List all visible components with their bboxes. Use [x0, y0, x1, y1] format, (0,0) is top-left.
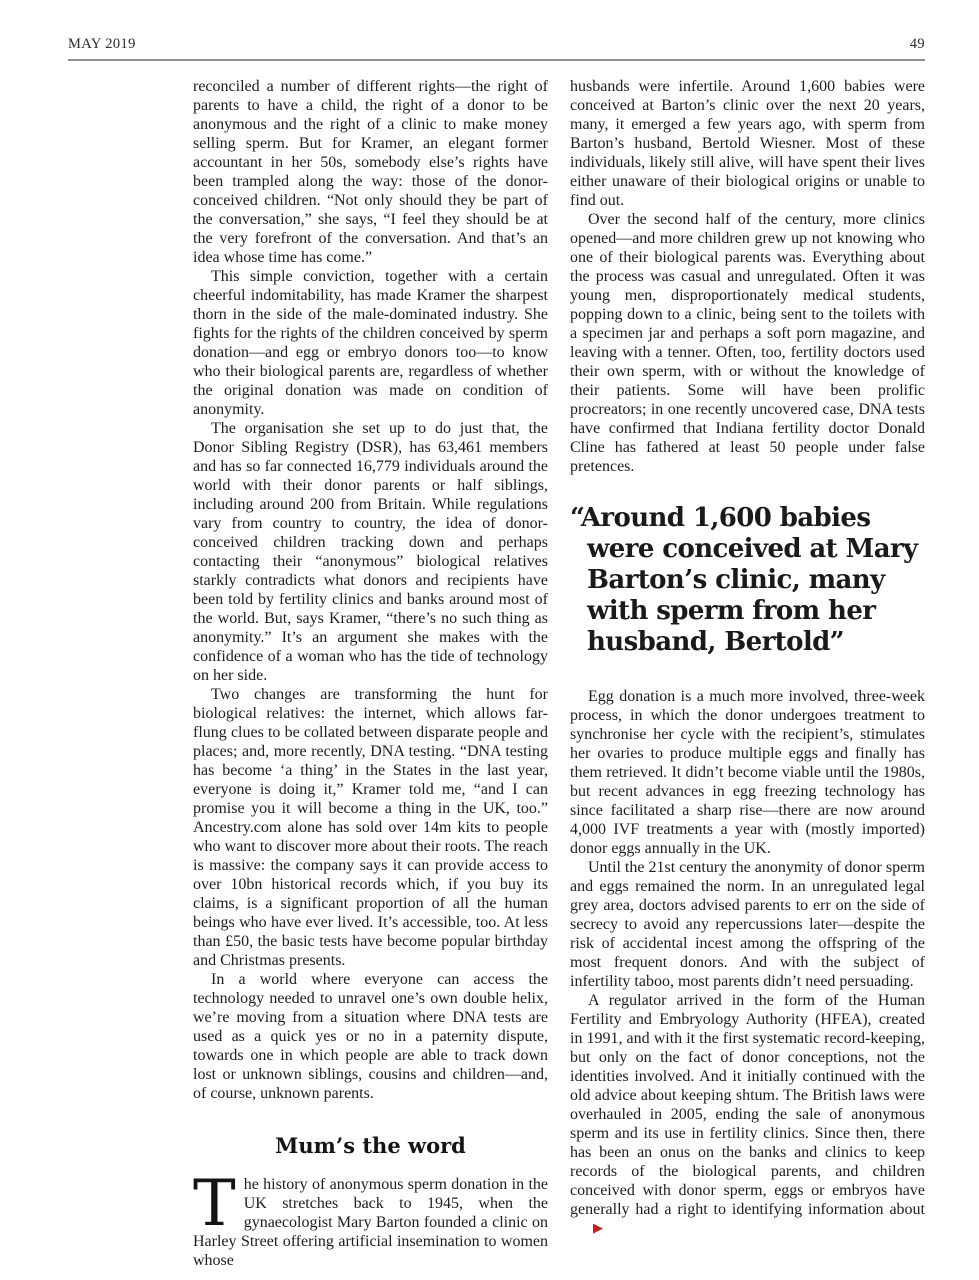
paragraph-text: A regulator arrived in the form of the Human Fertility and Embryology Authority (HFEA), created in 1991, and with it the first systematic record-keeping, but only on the fact of donor conceptions, not the identities involved. And it initially continued with the old advice about keeping shtum. The British laws were overhauled in 2005, ending the sale of anonymous sperm and its use in fertility clinics. Since then, there has been an onus on the banks and clinics to keep records of the biological parents, and children conceived with donor sperm, eggs or embryos have generally had a right to identifying information about — [570, 992, 925, 1218]
paragraph: Egg donation is a much more involved, three-week process, in which the donor undergoes treatment to synchronise her cycle with the recipient’s, stimulates her ovaries to produce multiple eggs and finally has them retrieved. It didn’t become viable until the 1980s, but recent advances in egg freezing technology has since facilitated a sharp rise—there are now around 4,000 IVF treatments a year with (mostly imported) donor eggs annually in the UK. — [570, 688, 925, 857]
paragraph: Two changes are transforming the hunt for biological relatives: the internet, which allows far-flung clues to be collated between disparate people and places; and, more recently, DNA testing. “DNA testing has become ‘a thing’ in the States in the last year, everyone is doing it,” Kramer told me, “and I can promise you it will become a thing in the UK, too.” Ancestry.com alone has sold over 14m kits to people who want to discover more about their roots. The reach is massive: the company says it can provide access to over 10bn historical records which, if you buy its claims, is a significant proportion of all the human beings who have ever lived. It’s accessible, too. At less than £50, the basic tests have become popular birthday and Christmas presents. — [193, 686, 548, 969]
page-number: 49 — [909, 36, 925, 52]
continuation-paragraph — [570, 991, 925, 1238]
paragraph: Over the second half of the century, more clinics opened—and more children grew up not knowing who one of their biological parents was. Everything about the process was casual and unregulated. Often it was young men, disproportionately medical students, popping down to a clinic, being sent to the toilets with a specimen jar and perhaps a soft porn magazine, and leaving with a tenner. Often, too, fertility doctors used their own sperm, with or without the knowledge of their patients. Some will have been prolific procreators; in one recently uncovered case, DNA tests have confirmed that Indiana fertility doctor Donald Cline has fathered at least 50 people under false pretences. — [570, 211, 925, 475]
paragraph: In a world where everyone can access the technology needed to unravel one’s own double helix, we’re moving from a situation where DNA tests are used as a quick yes or no in a paternity dispute, towards one in which people are able to track down lost or unknown siblings, cousins and children—and, of course, unknown parents. — [193, 971, 548, 1102]
page-header — [68, 36, 925, 53]
paragraph: reconciled a number of different rights—the right of parents to have a child, the right of a donor to be anonymous and the right of a clinic to make money selling sperm. But for Kramer, an elegant former accountant in her 50s, somebody else’s rights have been trampled along the way: those of the donor-conceived children. “Not only should they be part of the conversation,” she says, “I feel they should be at the very forefront of the conversation. And that’s an idea whose time has come.” — [193, 78, 548, 266]
paragraph: husbands were infertile. Around 1,600 babies were conceived at Barton’s clinic over the next 20 years, many, it emerged a few years ago, with sperm from Barton’s husband, Bertold Wiesner. Most of these individuals, likely still alive, will have spent their lives either unaware of their biological origins or unable to find out. — [570, 78, 925, 209]
paragraph: Until the 21st century the anonymity of donor sperm and eggs remained the norm. In an unregulated legal grey area, doctors advised parents to err on the side of secrecy to avoid any repercussions later—despite the risk of accidental incest among the offspring of the most frequent donors. And with the subject of infertility taboo, most parents didn’t need persuading. — [570, 859, 925, 990]
paragraph-text: he history of anonymous sperm donation in the UK stretches back to 1945, when the gynaecologist Mary Barton founded a clinic on Harley Street offering artificial insemination to women whose — [193, 1176, 548, 1269]
header-rule — [68, 59, 925, 61]
drop-cap-letter: T — [193, 1167, 236, 1241]
issue-date: MAY 2019 — [68, 36, 136, 52]
paragraph: This simple conviction, together with a certain cheerful indomitability, has made Kramer the sharpest thorn in the side of the male-dominated industry. She fights for the rights of the children conceived by sperm donation—and egg or embryo donors too—to know who their biological parents are, regardless of whether the original donation was made on condition of anonymity. — [193, 268, 548, 418]
paragraph: The organisation she set up to do just that, the Donor Sibling Registry (DSR), has 63,461 members and has so far connected 16,779 individuals around the world with their donor parents or half siblings, including around 200 from Britain. While regulations vary from country to country, the idea of donor-conceived children tracking down and perhaps contacting their “anonymous” biological relatives starkly contradicts what donors and recipients have been told by fertility clinics and banks around most of the world. But, says Kramer, “there’s no such thing as anonymity.” It’s an argument she makes with the confidence of a woman who has the tide of technology on her side. — [193, 420, 548, 684]
right-column — [570, 77, 925, 1270]
continuation-arrow-icon: ▶ — [593, 1220, 603, 1235]
left-column — [193, 77, 548, 1270]
drop-cap-paragraph — [193, 1167, 548, 1270]
pull-quote: “Around 1,600 babies were conceived at Mary Barton’s clinic, many with sperm from her husband, Bertold” — [570, 503, 918, 657]
section-heading: Mum’s the word — [275, 1133, 466, 1158]
article-body — [193, 77, 925, 1270]
